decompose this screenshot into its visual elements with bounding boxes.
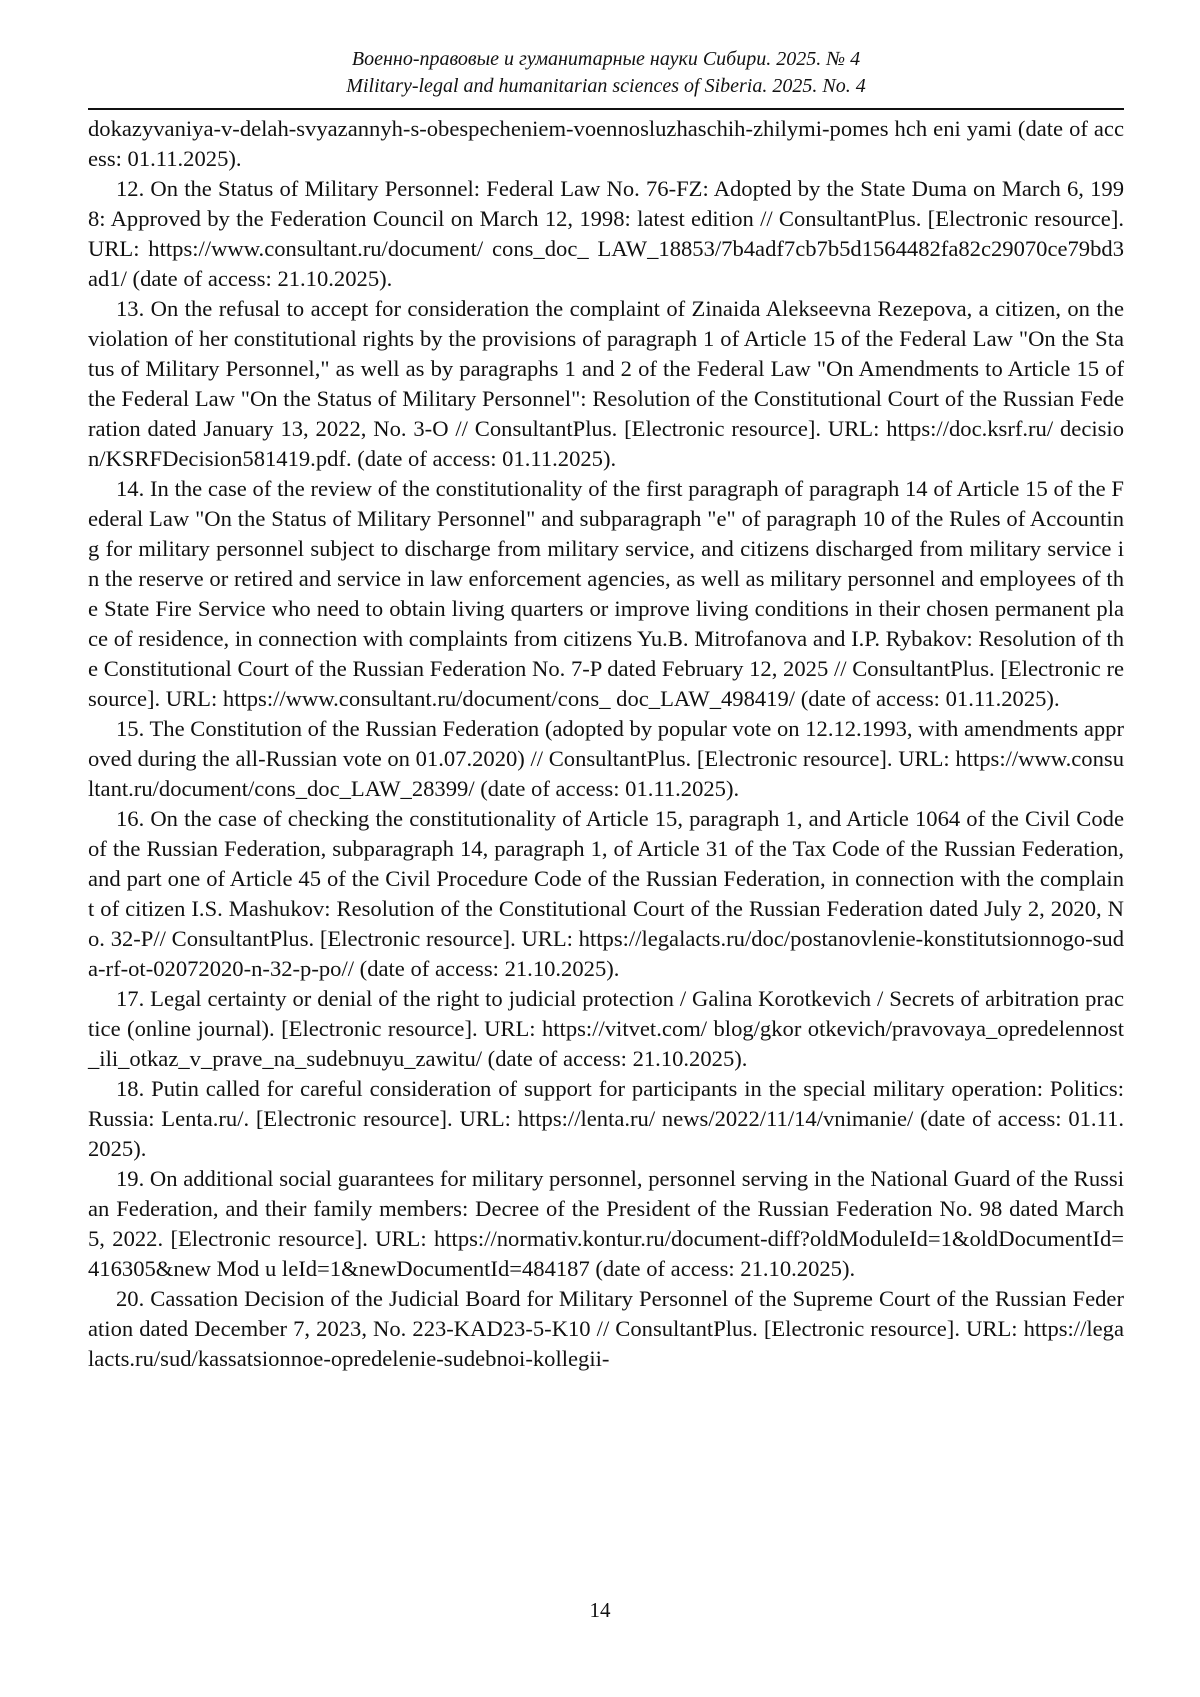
- reference-item-20: 20. Cassation Decision of the Judicial Board for Military Personnel of the Supreme Court of the Russian Federation dated December 7, 2023, No. 223-KAD23-5-K10 // ConsultantPlus. [Electronic resource]. URL: https://legalacts.ru/sud/kassatsionnoe-opredelenie-sudebnoi-kollegii-: [88, 1286, 1124, 1371]
- running-header: [88, 46, 1124, 100]
- reference-item-19: 19. On additional social guarantees for military personnel, personnel serving in the National Guard of the Russian Federation, and their family members: Decree of the President of the Russian Federation No. 98 dated March 5, 2022. [Electronic resource]. URL: https://normativ.kontur.ru/document-diff?oldModuleId=1&oldDocumentId=416305&new Mod u leId=1&newDocumentId=484187 (date of access: 21.10.2025).: [88, 1166, 1124, 1281]
- reference-list: [88, 114, 1124, 1374]
- reference-item-14: 14. In the case of the review of the constitutionality of the first paragraph of paragraph 14 of Article 15 of the Federal Law "On the Status of Military Personnel" and subparagraph "e" of paragraph 10 of the Rules of Accounting for military personnel subject to discharge from military service, and citizens discharged from military service in the reserve or retired and service in law enforcement agencies, as well as military personnel and employees of the State Fire Service who need to obtain living quarters or improve living conditions in their chosen permanent place of residence, in connection with complaints from citizens Yu.B. Mitrofanova and I.P. Rybakov: Resolution of the Constitutional Court of the Russian Federation No. 7-P dated February 12, 2025 // ConsultantPlus. [Electronic resource]. URL: https://www.consultant.ru/document/cons_ doc_LAW_498419/ (date of access: 01.11.2025).: [88, 476, 1124, 711]
- reference-item-15: 15. The Constitution of the Russian Federation (adopted by popular vote on 12.12.1993, with amendments approved during the all-Russian vote on 01.07.2020) // ConsultantPlus. [Electronic resource]. URL: https://www.consultant.ru/document/cons_doc_LAW_28399/ (date of access: 01.11.2025).: [88, 716, 1124, 801]
- header-title-ru: Военно-правовые и гуманитарные науки Сибири. 2025. № 4: [351, 48, 861, 70]
- reference-item-12: 12. On the Status of Military Personnel: Federal Law No. 76-FZ: Adopted by the State Duma on March 6, 1998: Approved by the Federation Council on March 12, 1998: latest edition // ConsultantPlus. [Electronic resource]. URL: https://www.consultant.ru/document/ cons_doc_ LAW_18853/7b4adf7cb7b5d1564482fa82c29070ce79bd3ad1/ (date of access: 21.10.2025).: [88, 176, 1124, 291]
- reference-item-16: 16. On the case of checking the constitutionality of Article 15, paragraph 1, and Article 1064 of the Civil Code of the Russian Federation, subparagraph 14, paragraph 1, of Article 31 of the Tax Code of the Russian Federation, and part one of Article 45 of the Civil Procedure Code of the Russian Federation, in connection with the complaint of citizen I.S. Mashukov: Resolution of the Constitutional Court of the Russian Federation dated July 2, 2020, No. 32-P// ConsultantPlus. [Electronic resource]. URL: https://legalacts.ru/doc/postanovlenie-konstitutsionnogo-suda-rf-ot-02072020-n-32-p-po// (date of access: 21.10.2025).: [88, 806, 1124, 981]
- reference-item-13: 13. On the refusal to accept for consideration the complaint of Zinaida Alekseevna Rezepova, a citizen, on the violation of her constitutional rights by the provisions of paragraph 1 of Article 15 of the Federal Law "On the Status of Military Personnel," as well as by paragraphs 1 and 2 of the Federal Law "On Amendments to Article 15 of the Federal Law "On the Status of Military Personnel": Resolution of the Constitutional Court of the Russian Federation dated January 13, 2022, No. 3-O // ConsultantPlus. [Electronic resource]. URL: https://doc.ksrf.ru/ decision/KSRFDecision581419.pdf. (date of access: 01.11.2025).: [88, 296, 1124, 471]
- header-title-en: Military-legal and humanitarian sciences of Siberia. 2025. No. 4: [346, 75, 866, 97]
- reference-item-18: 18. Putin called for careful consideration of support for participants in the special military operation: Politics: Russia: Lenta.ru/. [Electronic resource]. URL: https://lenta.ru/ news/2022/11/14/vnimanie/ (date of access: 01.11.2025).: [88, 1076, 1124, 1161]
- reference-item-17: 17. Legal certainty or denial of the right to judicial protection / Galina Korotkevich / Secrets of arbitration practice (online journal). [Electronic resource]. URL: https://vitvet.com/ blog/gkor otkevich/pravovaya_opredelennost_ili_otkaz_v_prave_na_sudebnuyu_zawitu/ (date of access: 21.10.2025).: [88, 986, 1124, 1071]
- reference-continuation: dokazyvaniya-v-delah-svyazannyh-s-obespecheniem-voennosluzhaschih-zhilymi-pomes hch eni yami (date of access: 01.11.2025).: [88, 116, 1124, 171]
- header-divider: [88, 108, 1124, 110]
- page-number: 14: [589, 1598, 611, 1622]
